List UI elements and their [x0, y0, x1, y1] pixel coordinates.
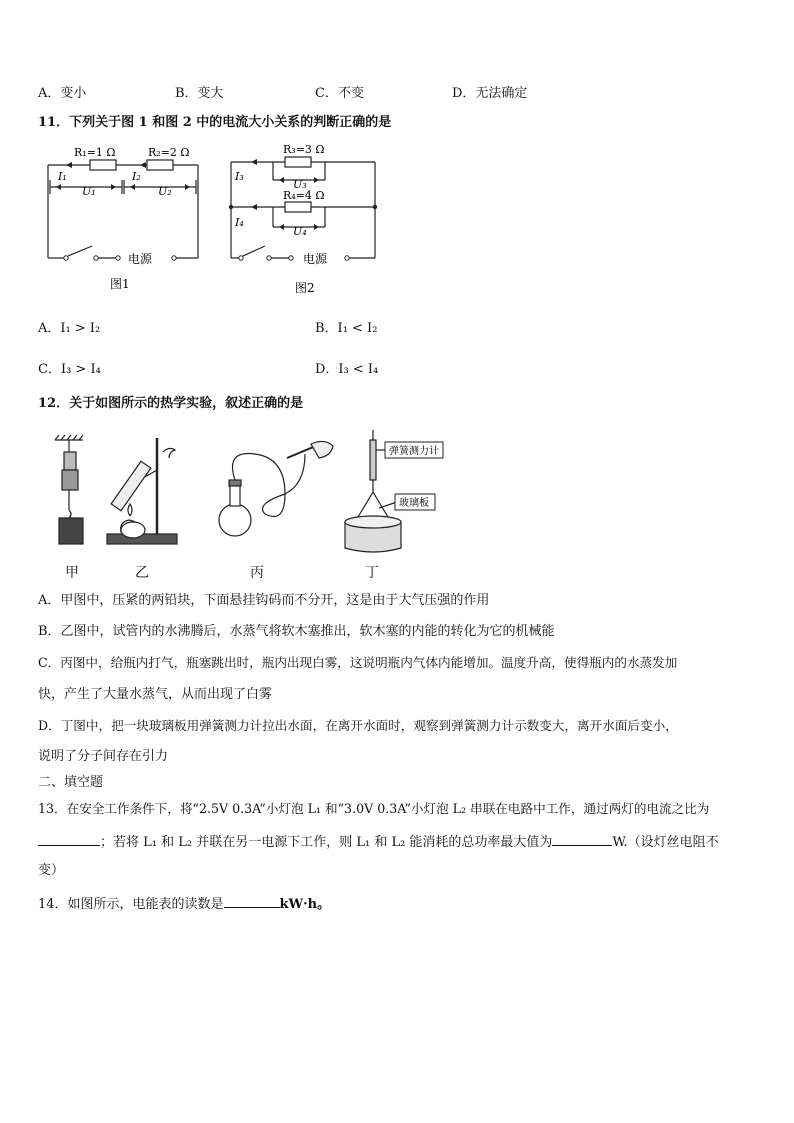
fig2-r4-label: R₄=4 Ω — [283, 189, 325, 202]
q12-option-c-line1: C．丙图中，给瓶内打气，瓶塞跳出时，瓶内出现白雾，这说明瓶内气体内能增加。温度升高，使得瓶内的水蒸发加 — [38, 655, 678, 670]
fig1-caption: 图1 — [110, 277, 130, 291]
q10-option-b: B．变大 — [175, 86, 224, 101]
q14-text-a: 14．如图所示，电能表的读数是 — [38, 897, 224, 912]
fig-jia-lead-blocks — [55, 435, 83, 544]
fig2-source-label: 电源 — [303, 252, 328, 266]
q10-option-c: C．不变 — [315, 86, 364, 101]
fig1-r2-label: R₂=2 Ω — [148, 146, 190, 159]
q12-option-d-line2: 说明了分子间存在引力 — [38, 749, 169, 764]
fig-bing-flask-pump — [219, 441, 333, 536]
q12-option-b: B．乙图中，试管内的水沸腾后，水蒸气将软木塞推出，软木塞的内能的转化为它的机械能 — [38, 624, 555, 639]
q13-line2 — [38, 831, 719, 852]
q12-option-a: A．甲图中，压紧的两铅块，下面悬挂钩码而不分开，这是由于大气压强的作用 — [38, 593, 490, 608]
q13-line3: 变） — [38, 863, 65, 878]
q11-option-c: C．I₃ > I₄ — [38, 362, 101, 377]
glass-plate-callout-box — [395, 494, 435, 510]
q10-option-d: D．无法确定 — [452, 86, 528, 101]
q11-option-b: B．I₁ < I₂ — [315, 321, 378, 336]
q13-blank-power[interactable] — [552, 831, 612, 846]
figure-1-series-circuit — [40, 140, 210, 300]
q13-line2-text-a: ；若将 L₁ 和 L₂ 并联在另一电源下工作，则 L₁ 和 L₂ 能消耗的总功率最大值为 — [100, 835, 553, 850]
fig1-i1-label: I₁ — [58, 170, 67, 183]
q13-line1: 13．在安全工作条件下，将“2.5V 0.3A”小灯泡 L₁ 和“3.0V 0.3A”小灯泡 L₂ 串联在电路中工作，通过两灯的电流之比为 — [38, 801, 710, 816]
spring-scale-label: 弹簧测力计 — [389, 446, 439, 457]
fig2-r3-label: R₃=3 Ω — [283, 143, 325, 156]
fig1-r1-label: R₁=1 Ω — [74, 146, 116, 159]
fig2-i4-label: I₄ — [235, 216, 244, 229]
q11-option-d: D．I₃ < I₄ — [315, 362, 379, 377]
fig-yi-test-tube-apparatus — [107, 438, 177, 544]
fig-label-ding: 丁 — [365, 565, 379, 581]
fig1-source-label: 电源 — [128, 252, 153, 266]
figure-2-parallel-circuit — [225, 140, 390, 305]
q12-stem: 12．关于如图所示的热学实验，叙述正确的是 — [38, 396, 304, 411]
fig1-i2-label: I₂ — [132, 170, 141, 183]
fig1-u1-label: U₁ — [82, 185, 96, 198]
fig1-u2-label: U₂ — [158, 185, 172, 198]
fig-label-bing: 丙 — [250, 565, 264, 581]
fig2-i3-label: I₃ — [235, 170, 244, 183]
q12-option-c-line2: 快，产生了大量水蒸气，从而出现了白雾 — [38, 687, 273, 702]
q12-option-d-line1: D．丁图中，把一块玻璃板用弹簧测力计拉出水面，在离开水面时，观察到弹簧测力计示数变大，离开水面后变小， — [38, 718, 678, 733]
q12-experiments-figure — [45, 430, 455, 560]
q11-stem: 11．下列关于图 1 和图 2 中的电流大小关系的判断正确的是 — [38, 115, 392, 130]
fig-label-yi: 乙 — [135, 565, 149, 581]
q14-line — [38, 893, 330, 914]
q14-text-b: kW·h。 — [279, 897, 331, 912]
fig2-caption: 图2 — [295, 281, 315, 295]
glass-plate-label: 玻璃板 — [399, 498, 429, 509]
q13-line2-text-b: W.（设灯丝电阻不 — [612, 835, 719, 850]
spring-scale-callout-box — [385, 442, 443, 458]
fig2-u3-label: U₃ — [293, 178, 307, 191]
q13-blank-ratio[interactable] — [38, 831, 100, 846]
fig2-u4-label: U₄ — [293, 225, 307, 238]
section-heading-fill-in: 二、填空题 — [38, 775, 104, 790]
q10-option-a: A．变小 — [38, 86, 87, 101]
q14-blank-reading[interactable] — [224, 893, 280, 908]
q11-option-a: A．I₁ > I₂ — [38, 321, 101, 336]
fig-label-jia: 甲 — [65, 565, 79, 581]
